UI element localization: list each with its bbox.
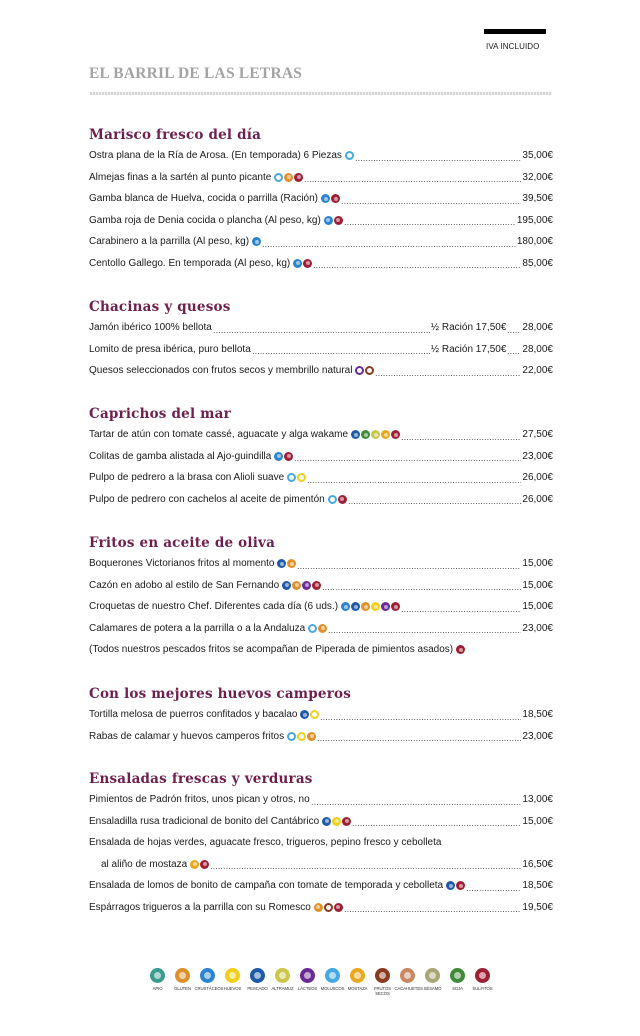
legend-item bbox=[370, 968, 395, 996]
menu-item bbox=[89, 704, 553, 726]
legend-item bbox=[320, 968, 345, 996]
allergen-icons bbox=[300, 710, 319, 719]
sesamo-icon bbox=[425, 968, 440, 983]
menu-item bbox=[89, 424, 553, 446]
sulfitos-allergen-icon bbox=[331, 194, 340, 203]
section-title: Chacinas y quesos bbox=[89, 299, 231, 315]
item-name: Ensalada de hojas verdes, aguacate fresco, trigueros, pepino fresco y cebolleta bbox=[89, 837, 442, 849]
crustaceos-allergen-icon bbox=[321, 194, 330, 203]
item-name: Ensalada de lomos de bonito de campaña con tomate de temporada y cebolleta bbox=[89, 880, 444, 892]
menu-section bbox=[89, 297, 553, 382]
allergen-icons bbox=[341, 602, 400, 611]
item-name: Tartar de atún con tomate cassé, aguacate y alga wakame bbox=[89, 429, 349, 441]
dot-leader bbox=[341, 195, 521, 205]
gluten-allergen-icon bbox=[361, 602, 370, 611]
item-price: 15,00€ bbox=[522, 558, 553, 570]
allergen-icons bbox=[252, 237, 261, 246]
legend-label: MOLUSCOS bbox=[320, 986, 345, 991]
dot-leader bbox=[322, 581, 521, 591]
menu-item bbox=[89, 789, 553, 811]
legend-label: HUEVOS bbox=[223, 986, 242, 991]
item-price: 28,00€ bbox=[522, 322, 553, 334]
item-price: 15,00€ bbox=[522, 579, 553, 591]
huevos-icon bbox=[225, 968, 240, 983]
menu-item bbox=[89, 317, 553, 339]
section-title: Marisco fresco del día bbox=[89, 127, 262, 143]
crustaceos-allergen-icon bbox=[274, 452, 283, 461]
huevos-allergen-icon bbox=[297, 732, 306, 741]
dot-leader bbox=[304, 173, 521, 183]
restaurant-name: EL BARRIL DE LAS LETRAS bbox=[89, 65, 303, 82]
huevos-allergen-icon bbox=[310, 710, 319, 719]
legend-item bbox=[345, 968, 370, 996]
item-name: Tortilla melosa de puerros confitados y bacalao bbox=[89, 709, 298, 721]
altramuz-icon bbox=[275, 968, 290, 983]
menu-item bbox=[89, 875, 553, 897]
legend-item bbox=[145, 968, 170, 996]
mostaza-allergen-icon bbox=[381, 430, 390, 439]
allergen-icons bbox=[351, 430, 400, 439]
item-name: Gamba roja de Denia cocida o plancha (Al peso, kg) bbox=[89, 214, 321, 226]
pescado-allergen-icon bbox=[282, 581, 291, 590]
allergen-legend bbox=[145, 968, 495, 996]
section-note bbox=[89, 639, 553, 661]
sulfitos-allergen-icon bbox=[294, 173, 303, 182]
menu-section bbox=[89, 125, 553, 274]
menu-item bbox=[89, 596, 553, 618]
sulfitos-allergen-icon bbox=[338, 495, 347, 504]
item-name: Almejas finas a la sartén al punto picante bbox=[89, 171, 272, 183]
pescado-allergen-icon bbox=[322, 817, 331, 826]
item-name: Centollo Gallego. En temporada (Al peso, kg) bbox=[89, 257, 291, 269]
allergen-icons bbox=[287, 732, 316, 741]
moluscos-allergen-icon bbox=[308, 624, 317, 633]
item-name: Ensaladilla rusa tradicional de bonito del Cantábrico bbox=[89, 815, 320, 827]
iva-label: IVA INCLUIDO bbox=[486, 42, 540, 51]
sulfitos-allergen-icon bbox=[456, 645, 465, 654]
item-price: 35,00€ bbox=[522, 150, 553, 162]
legend-label: CRUSTÁCEOS bbox=[194, 986, 224, 991]
crustaceos-allergen-icon bbox=[252, 237, 261, 246]
item-price: 85,00€ bbox=[522, 257, 553, 269]
legend-item bbox=[295, 968, 320, 996]
legend-label: GLUTEN bbox=[174, 986, 191, 991]
allergen-icons bbox=[282, 581, 321, 590]
sulfitos-icon bbox=[475, 968, 490, 983]
item-name: Lomito de presa ibérica, puro bellota bbox=[89, 343, 251, 355]
allergen-icons bbox=[293, 259, 312, 268]
item-name: Colitas de gamba alistada al Ajo-guindilla bbox=[89, 450, 272, 462]
menu-section bbox=[89, 769, 553, 918]
menu-item bbox=[89, 854, 553, 876]
item-name: Boquerones Victorianos fritos al momento bbox=[89, 558, 275, 570]
legend-label: LÁCTEOS bbox=[297, 986, 318, 991]
dot-leader bbox=[210, 860, 521, 870]
dot-leader bbox=[294, 452, 521, 462]
moluscos-allergen-icon bbox=[328, 495, 337, 504]
item-price: 18,50€ bbox=[522, 709, 553, 721]
menu-item bbox=[89, 618, 553, 640]
dot-leader bbox=[348, 495, 522, 505]
gluten-icon bbox=[175, 968, 190, 983]
item-price: 28,00€ bbox=[522, 343, 553, 355]
item-price: 22,00€ bbox=[522, 365, 553, 377]
allergen-icons bbox=[190, 860, 209, 869]
menu-item bbox=[89, 339, 553, 361]
menu-item bbox=[89, 467, 553, 489]
menu-item bbox=[89, 832, 553, 854]
allergen-icons bbox=[277, 559, 296, 568]
legend-item bbox=[470, 968, 495, 996]
sulfitos-allergen-icon bbox=[312, 581, 321, 590]
sulfitos-allergen-icon bbox=[200, 860, 209, 869]
dot-leader bbox=[375, 367, 521, 377]
item-name: Croquetas de nuestro Chef. Diferentes cada día (6 uds.) bbox=[89, 601, 339, 613]
dot-leader bbox=[297, 560, 521, 570]
soja-allergen-icon bbox=[361, 430, 370, 439]
section-title: Ensaladas frescas y verduras bbox=[89, 771, 313, 787]
item-name: Cazón en adobo al estilo de San Fernando bbox=[89, 579, 280, 591]
legend-item bbox=[245, 968, 270, 996]
pescado-allergen-icon bbox=[351, 602, 360, 611]
menu-item bbox=[89, 253, 553, 275]
menu-item bbox=[89, 489, 553, 511]
lacteos-allergen-icon bbox=[302, 581, 311, 590]
crustaceos-allergen-icon bbox=[293, 259, 302, 268]
menu-section bbox=[89, 404, 553, 510]
gluten-allergen-icon bbox=[292, 581, 301, 590]
menu-item bbox=[89, 575, 553, 597]
item-name: Pulpo de pedrero a la brasa con Alioli suave bbox=[89, 472, 285, 484]
menu-item bbox=[89, 726, 553, 748]
allergen-icons bbox=[274, 173, 303, 182]
menu-section bbox=[89, 684, 553, 747]
menu-item bbox=[89, 360, 553, 382]
allergen-icons bbox=[345, 151, 354, 160]
section-title: Caprichos del mar bbox=[89, 406, 231, 422]
legend-item bbox=[270, 968, 295, 996]
dot-leader bbox=[317, 732, 521, 742]
legend-item bbox=[420, 968, 445, 996]
lacteos-allergen-icon bbox=[381, 602, 390, 611]
dot-leader bbox=[507, 345, 521, 355]
allergen-icons bbox=[446, 881, 465, 890]
item-price: 27,50€ bbox=[522, 429, 553, 441]
sulfitos-allergen-icon bbox=[303, 259, 312, 268]
item-price: 15,00€ bbox=[522, 601, 553, 613]
sulfitos-allergen-icon bbox=[284, 452, 293, 461]
legend-label: PESCADO bbox=[247, 986, 268, 991]
allergen-icons bbox=[321, 194, 340, 203]
dot-leader bbox=[466, 882, 521, 892]
item-price: 23,00€ bbox=[522, 622, 553, 634]
pescado-allergen-icon bbox=[351, 430, 360, 439]
item-name: Gamba blanca de Huelva, cocida o parrilla (Ración) bbox=[89, 193, 319, 205]
item-name: Espárragos trigueros a la parrilla con su Romesco bbox=[89, 901, 311, 913]
menu-item bbox=[89, 446, 553, 468]
gluten-allergen-icon bbox=[314, 903, 323, 912]
menu-item bbox=[89, 897, 553, 919]
section-title: Con los mejores huevos camperos bbox=[89, 686, 352, 702]
menu-item bbox=[89, 145, 553, 167]
item-name: Pimientos de Padrón fritos, unos pican y otros, no bbox=[89, 794, 310, 806]
dot-leader bbox=[313, 259, 521, 269]
title-divider bbox=[90, 92, 552, 95]
allergen-icons bbox=[314, 903, 343, 912]
legend-label: SULFITOS bbox=[472, 986, 493, 991]
dot-leader bbox=[320, 711, 521, 721]
legend-label: ALTRAMUZ bbox=[271, 986, 294, 991]
item-name: Ostra plana de la Ría de Arosa. (En temporada) 6 Piezas bbox=[89, 150, 342, 162]
allergen-icons bbox=[308, 624, 327, 633]
huevos-allergen-icon bbox=[371, 602, 380, 611]
item-price: 13,00€ bbox=[522, 794, 553, 806]
pescado-icon bbox=[250, 968, 265, 983]
dot-leader bbox=[401, 431, 521, 441]
allergen-icons bbox=[274, 452, 293, 461]
dot-leader bbox=[307, 474, 521, 484]
moluscos-icon bbox=[325, 968, 340, 983]
sulfitos-allergen-icon bbox=[334, 216, 343, 225]
gluten-allergen-icon bbox=[307, 732, 316, 741]
item-price: 23,00€ bbox=[522, 450, 553, 462]
soja-icon bbox=[450, 968, 465, 983]
frutos-secos-icon bbox=[375, 968, 390, 983]
legend-label: SOJA bbox=[452, 986, 463, 991]
pescado-allergen-icon bbox=[446, 881, 455, 890]
crustaceos-allergen-icon bbox=[324, 216, 333, 225]
lacteos-icon bbox=[300, 968, 315, 983]
sulfitos-allergen-icon bbox=[342, 817, 351, 826]
item-price: 26,00€ bbox=[522, 472, 553, 484]
item-name: Carabinero a la parrilla (Al peso, kg) bbox=[89, 236, 250, 248]
legend-item bbox=[170, 968, 195, 996]
legend-label: APIO bbox=[152, 986, 163, 991]
item-name: Quesos seleccionados con frutos secos y membrillo natural bbox=[89, 365, 353, 377]
dot-leader bbox=[344, 903, 522, 913]
legend-label: FRUTOS SECOS bbox=[374, 986, 391, 996]
sulfitos-allergen-icon bbox=[391, 602, 400, 611]
legend-label: MOSTAZA bbox=[347, 986, 368, 991]
moluscos-allergen-icon bbox=[274, 173, 283, 182]
crustaceos-icon bbox=[200, 968, 215, 983]
menu-section bbox=[89, 533, 553, 661]
mostaza-allergen-icon bbox=[190, 860, 199, 869]
sulfitos-allergen-icon bbox=[456, 881, 465, 890]
huevos-allergen-icon bbox=[297, 473, 306, 482]
altramuz-allergen-icon bbox=[371, 430, 380, 439]
huevos-allergen-icon bbox=[332, 817, 341, 826]
mostaza-icon bbox=[350, 968, 365, 983]
dot-leader bbox=[352, 817, 521, 827]
item-name: al aliño de mostaza bbox=[101, 858, 188, 870]
allergen-icons bbox=[322, 817, 351, 826]
lacteos-allergen-icon bbox=[355, 366, 364, 375]
dot-leader bbox=[328, 624, 521, 634]
legend-label: SÉSAMO bbox=[423, 986, 442, 991]
allergen-icons bbox=[287, 473, 306, 482]
sulfitos-allergen-icon bbox=[334, 903, 343, 912]
item-price: 180,00€ bbox=[516, 236, 553, 248]
cacahuetes-icon bbox=[400, 968, 415, 983]
gluten-allergen-icon bbox=[287, 559, 296, 568]
allergen-icons bbox=[328, 495, 347, 504]
legend-label: CACAHUETES bbox=[394, 986, 423, 991]
item-price: 19,50€ bbox=[522, 901, 553, 913]
frutos-secos-allergen-icon bbox=[324, 903, 333, 912]
allergen-icons bbox=[355, 366, 374, 375]
menu-item bbox=[89, 811, 553, 833]
item-price: 15,00€ bbox=[522, 815, 553, 827]
dot-leader bbox=[213, 324, 430, 334]
item-name: Pulpo de pedrero con cachelos al aceite de pimentón bbox=[89, 493, 325, 505]
pescado-allergen-icon bbox=[277, 559, 286, 568]
half-portion-price: ½ Ración 17,50€ bbox=[430, 322, 507, 334]
moluscos-allergen-icon bbox=[287, 473, 296, 482]
dot-leader bbox=[344, 216, 516, 226]
item-price: 32,00€ bbox=[522, 171, 553, 183]
item-price: 23,00€ bbox=[522, 730, 553, 742]
dot-leader bbox=[401, 603, 521, 613]
legend-item bbox=[220, 968, 245, 996]
menu-item bbox=[89, 167, 553, 189]
legend-item bbox=[194, 968, 224, 996]
item-price: 16,50€ bbox=[522, 858, 553, 870]
moluscos-allergen-icon bbox=[287, 732, 296, 741]
dot-leader bbox=[355, 152, 521, 162]
dot-leader bbox=[262, 238, 516, 248]
menu-item bbox=[89, 553, 553, 575]
note-text: (Todos nuestros pescados fritos se acompañan de Piperada de pimientos asados) bbox=[89, 644, 454, 656]
header-bar bbox=[484, 29, 546, 34]
frutos-secos-allergen-icon bbox=[365, 366, 374, 375]
pescado-allergen-icon bbox=[300, 710, 309, 719]
menu-item bbox=[89, 231, 553, 253]
legend-item bbox=[394, 968, 423, 996]
allergen-icons bbox=[324, 216, 343, 225]
section-title: Fritos en aceite de oliva bbox=[89, 535, 276, 551]
moluscos-allergen-icon bbox=[345, 151, 354, 160]
sulfitos-allergen-icon bbox=[391, 430, 400, 439]
menu-item bbox=[89, 210, 553, 232]
dot-leader bbox=[311, 796, 522, 806]
gluten-allergen-icon bbox=[318, 624, 327, 633]
item-price: 39,50€ bbox=[522, 193, 553, 205]
apio-icon bbox=[150, 968, 165, 983]
allergen-icons bbox=[456, 645, 465, 654]
item-name: Calamares de potera a la parrilla o a la Andaluza bbox=[89, 622, 306, 634]
half-portion-price: ½ Ración 17,50€ bbox=[430, 343, 507, 355]
dot-leader bbox=[252, 345, 430, 355]
menu-item bbox=[89, 188, 553, 210]
item-price: 26,00€ bbox=[522, 493, 553, 505]
item-price: 195,00€ bbox=[516, 214, 553, 226]
dot-leader bbox=[507, 324, 521, 334]
item-name: Jamón ibérico 100% bellota bbox=[89, 322, 212, 334]
item-name: Rabas de calamar y huevos camperos fritos bbox=[89, 730, 285, 742]
item-price: 18,50€ bbox=[522, 880, 553, 892]
crustaceos-allergen-icon bbox=[341, 602, 350, 611]
gluten-allergen-icon bbox=[284, 173, 293, 182]
legend-item bbox=[445, 968, 470, 996]
